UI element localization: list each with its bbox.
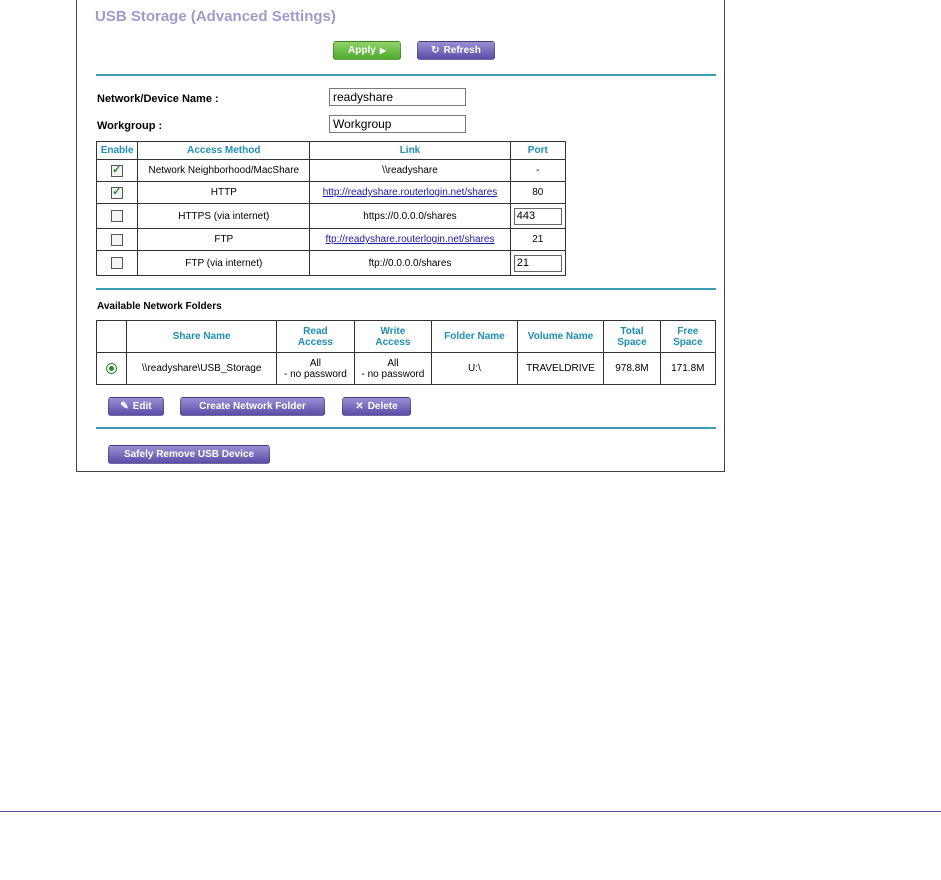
close-icon: ✕ <box>355 401 364 412</box>
total-space-line2: Space <box>617 336 647 348</box>
table-row <box>97 204 566 229</box>
write-access-value: All <box>387 357 399 369</box>
write-access-line1: Write <box>380 325 406 337</box>
port-value: - <box>510 160 565 182</box>
safely-remove-usb-button[interactable] <box>108 445 270 464</box>
col-link: Link <box>310 142 510 160</box>
free-space-line1: Free <box>677 325 699 337</box>
free-space: 171.8M <box>660 353 715 385</box>
link-text: https://0.0.0.0/shares <box>310 204 510 229</box>
refresh-button[interactable] <box>417 41 495 60</box>
apply-button[interactable] <box>333 41 401 60</box>
enable-checkbox[interactable] <box>111 165 123 177</box>
write-access <box>354 353 432 385</box>
delete-button[interactable] <box>342 397 411 416</box>
pencil-icon: ✎ <box>120 401 129 412</box>
free-space-line2: Space <box>673 336 703 348</box>
page-title: USB Storage (Advanced Settings) <box>95 8 336 25</box>
col-read-access <box>277 321 355 353</box>
share-name: \\readyshare\USB_Storage <box>127 353 277 385</box>
col-select <box>97 321 127 353</box>
enable-checkbox[interactable] <box>111 234 123 246</box>
access-method: FTP <box>138 229 310 251</box>
folder-select-radio[interactable] <box>106 363 117 374</box>
workgroup-label: Workgroup : <box>97 120 163 132</box>
col-share-name: Share Name <box>127 321 277 353</box>
divider <box>96 288 716 290</box>
table-row <box>97 160 566 182</box>
divider <box>96 74 716 76</box>
access-method: FTP (via internet) <box>138 251 310 276</box>
table-row <box>97 251 566 276</box>
total-space: 978.8M <box>604 353 660 385</box>
available-folders-label: Available Network Folders <box>97 301 222 312</box>
col-folder-name: Folder Name <box>432 321 518 353</box>
play-arrow-icon: ▶ <box>379 46 386 55</box>
create-folder-label: Create Network Folder <box>199 401 306 412</box>
col-port: Port <box>510 142 565 160</box>
col-enable: Enable <box>97 142 138 160</box>
enable-checkbox[interactable] <box>111 187 123 199</box>
ftp-internet-port-input[interactable] <box>514 255 562 272</box>
read-access-detail: - no password <box>284 368 347 380</box>
delete-label: Delete <box>367 401 398 412</box>
apply-label: Apply <box>348 45 376 56</box>
usb-storage-panel <box>76 0 725 472</box>
refresh-label: Refresh <box>443 45 481 56</box>
device-name-label: Network/Device Name : <box>97 93 219 105</box>
access-method: HTTP <box>138 182 310 204</box>
write-access-detail: - no password <box>361 368 425 380</box>
folder-name: U:\ <box>432 353 518 385</box>
workgroup-input[interactable] <box>329 115 466 133</box>
table-row <box>97 229 566 251</box>
https-port-input[interactable] <box>514 208 562 225</box>
edit-label: Edit <box>132 401 152 412</box>
link-text: ftp://0.0.0.0/shares <box>310 251 510 276</box>
access-method-table <box>96 141 566 276</box>
refresh-icon: ↻ <box>431 45 440 56</box>
link-text: \\readyshare <box>310 160 510 182</box>
divider <box>96 427 716 429</box>
network-folders-table <box>96 320 716 385</box>
read-access <box>277 353 355 385</box>
col-write-access <box>354 321 432 353</box>
access-method: Network Neighborhood/MacShare <box>138 160 310 182</box>
page-footer-rule <box>0 811 941 812</box>
table-row <box>97 353 716 385</box>
enable-checkbox[interactable] <box>111 210 123 222</box>
create-network-folder-button[interactable] <box>180 397 325 416</box>
col-access-method: Access Method <box>138 142 310 160</box>
col-free-space <box>660 321 715 353</box>
read-access-value: All <box>309 357 321 369</box>
total-space-line1: Total <box>620 325 644 337</box>
access-method: HTTPS (via internet) <box>138 204 310 229</box>
port-value: 80 <box>510 182 565 204</box>
col-volume-name: Volume Name <box>517 321 604 353</box>
table-row <box>97 182 566 204</box>
col-total-space <box>604 321 660 353</box>
write-access-line2: Access <box>375 336 411 348</box>
ftp-link[interactable]: ftp://readyshare.routerlogin.net/shares <box>325 234 495 245</box>
safely-remove-label: Safely Remove USB Device <box>123 449 255 460</box>
enable-checkbox[interactable] <box>111 257 123 269</box>
port-value: 21 <box>510 229 565 251</box>
http-link[interactable]: http://readyshare.routerlogin.net/shares <box>322 187 498 198</box>
read-access-line2: Access <box>297 336 333 348</box>
device-name-input[interactable] <box>329 88 466 106</box>
volume-name: TRAVELDRIVE <box>517 353 604 385</box>
read-access-line1: Read <box>303 325 328 337</box>
edit-button[interactable] <box>108 397 164 416</box>
